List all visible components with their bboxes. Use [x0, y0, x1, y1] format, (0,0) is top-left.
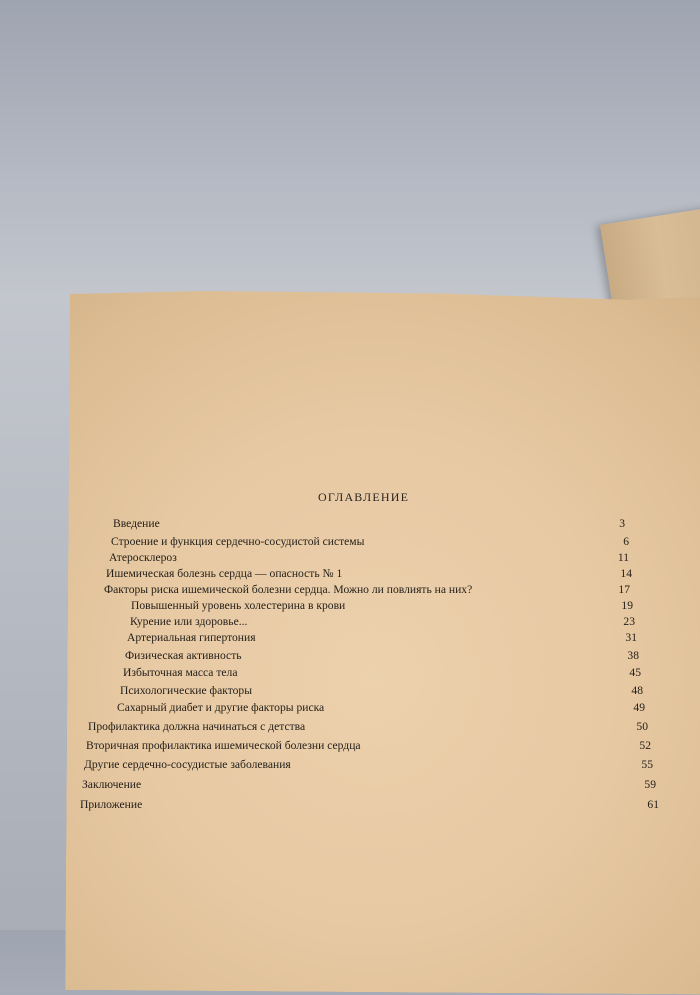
toc-leader-dots: [476, 581, 606, 593]
toc-entry-title: Другие сердечно-сосудистые заболевания: [84, 758, 291, 771]
toc-leader-dots: [242, 664, 618, 676]
toc-entry: [109, 549, 629, 564]
toc-leader-dots: [181, 549, 605, 561]
toc-entry-title: Повышенный уровень холестерина в крови: [131, 599, 346, 612]
toc-leader-dots: [365, 737, 627, 749]
toc-entry-page: 48: [631, 684, 643, 697]
toc-entry: [131, 597, 633, 612]
toc-entry-page: 52: [639, 739, 651, 752]
toc-entry-title: Физическая активность: [125, 649, 242, 662]
toc-entry: [82, 776, 656, 791]
toc-entry-page: 59: [644, 778, 656, 791]
toc-entry: [111, 533, 629, 548]
toc-entry-title: Профилактика должна начинаться с детства: [88, 720, 306, 733]
toc-entry-page: 6: [623, 535, 629, 548]
toc-entry-title: Введение: [113, 517, 160, 530]
toc-entry-page: 45: [629, 666, 641, 679]
toc-leader-dots: [328, 699, 621, 711]
toc-entry: [80, 796, 659, 811]
toc-entry: [86, 737, 651, 752]
toc-leader-dots: [368, 533, 605, 545]
toc-entry: [125, 647, 639, 662]
toc-entry-page: 19: [621, 599, 633, 612]
toc-entry-title: Заключение: [82, 778, 142, 791]
toc-entry-title: Психологические факторы: [120, 684, 252, 697]
toc-entry-page: 38: [627, 649, 639, 662]
toc-entry-page: 14: [620, 567, 632, 580]
toc-entry-page: 49: [633, 701, 645, 714]
toc-entry-page: 3: [619, 517, 625, 530]
toc-entry-title: Факторы риска ишемической болезни сердца. Можно ли повлиять на них?: [104, 583, 473, 596]
toc-entry: [123, 664, 641, 679]
toc-leader-dots: [309, 718, 624, 730]
toc-leader-dots: [251, 613, 611, 625]
toc-entry-page: 50: [636, 720, 648, 733]
toc-leader-dots: [146, 796, 635, 808]
toc-entry-page: 17: [618, 583, 630, 596]
toc-leader-dots: [145, 776, 632, 788]
toc-leader-dots: [246, 647, 615, 659]
toc-entry-page: 61: [647, 798, 659, 811]
toc-entry-page: 23: [623, 615, 635, 628]
toc-entry: [130, 613, 635, 628]
toc-entry-title: Приложение: [80, 798, 143, 811]
toc-entry-title: Избыточная масса тела: [123, 666, 238, 679]
toc-entry-page: 55: [641, 758, 653, 771]
toc-entry: [106, 565, 632, 580]
toc-entry: [104, 581, 630, 596]
toc-entry-title: Курение или здоровье...: [130, 615, 248, 628]
toc-entry: [120, 682, 643, 697]
toc-entry-title: Артериальная гипертония: [127, 631, 256, 644]
toc-leader-dots: [295, 756, 629, 768]
toc-entry-title: Ишемическая болезнь сердца — опасность № 1: [106, 567, 343, 580]
toc-entry-page: 31: [625, 631, 637, 644]
toc-entry: [113, 515, 625, 530]
toc-entry-title: Строение и функция сердечно-сосудистой системы: [111, 535, 365, 548]
toc-entry-title: Вторичная профилактика ишемической болезни сердца: [86, 739, 361, 752]
toc-entry-title: Сахарный диабет и другие факторы риска: [117, 701, 325, 714]
toc-leader-dots: [256, 682, 619, 694]
toc-entry: [117, 699, 645, 714]
toc-entry-page: 11: [617, 551, 629, 564]
toc-entry: [88, 718, 648, 733]
toc-entry-title: Атеросклероз: [109, 551, 177, 564]
toc-leader-dots: [349, 597, 609, 609]
toc-leader-dots: [260, 629, 613, 641]
toc-leader-dots: [346, 565, 608, 577]
toc-entry: [84, 756, 653, 771]
toc-heading: ОГЛАВЛЕНИЕ: [318, 490, 410, 504]
toc-leader-dots: [164, 515, 601, 527]
toc-entry: [127, 629, 637, 644]
